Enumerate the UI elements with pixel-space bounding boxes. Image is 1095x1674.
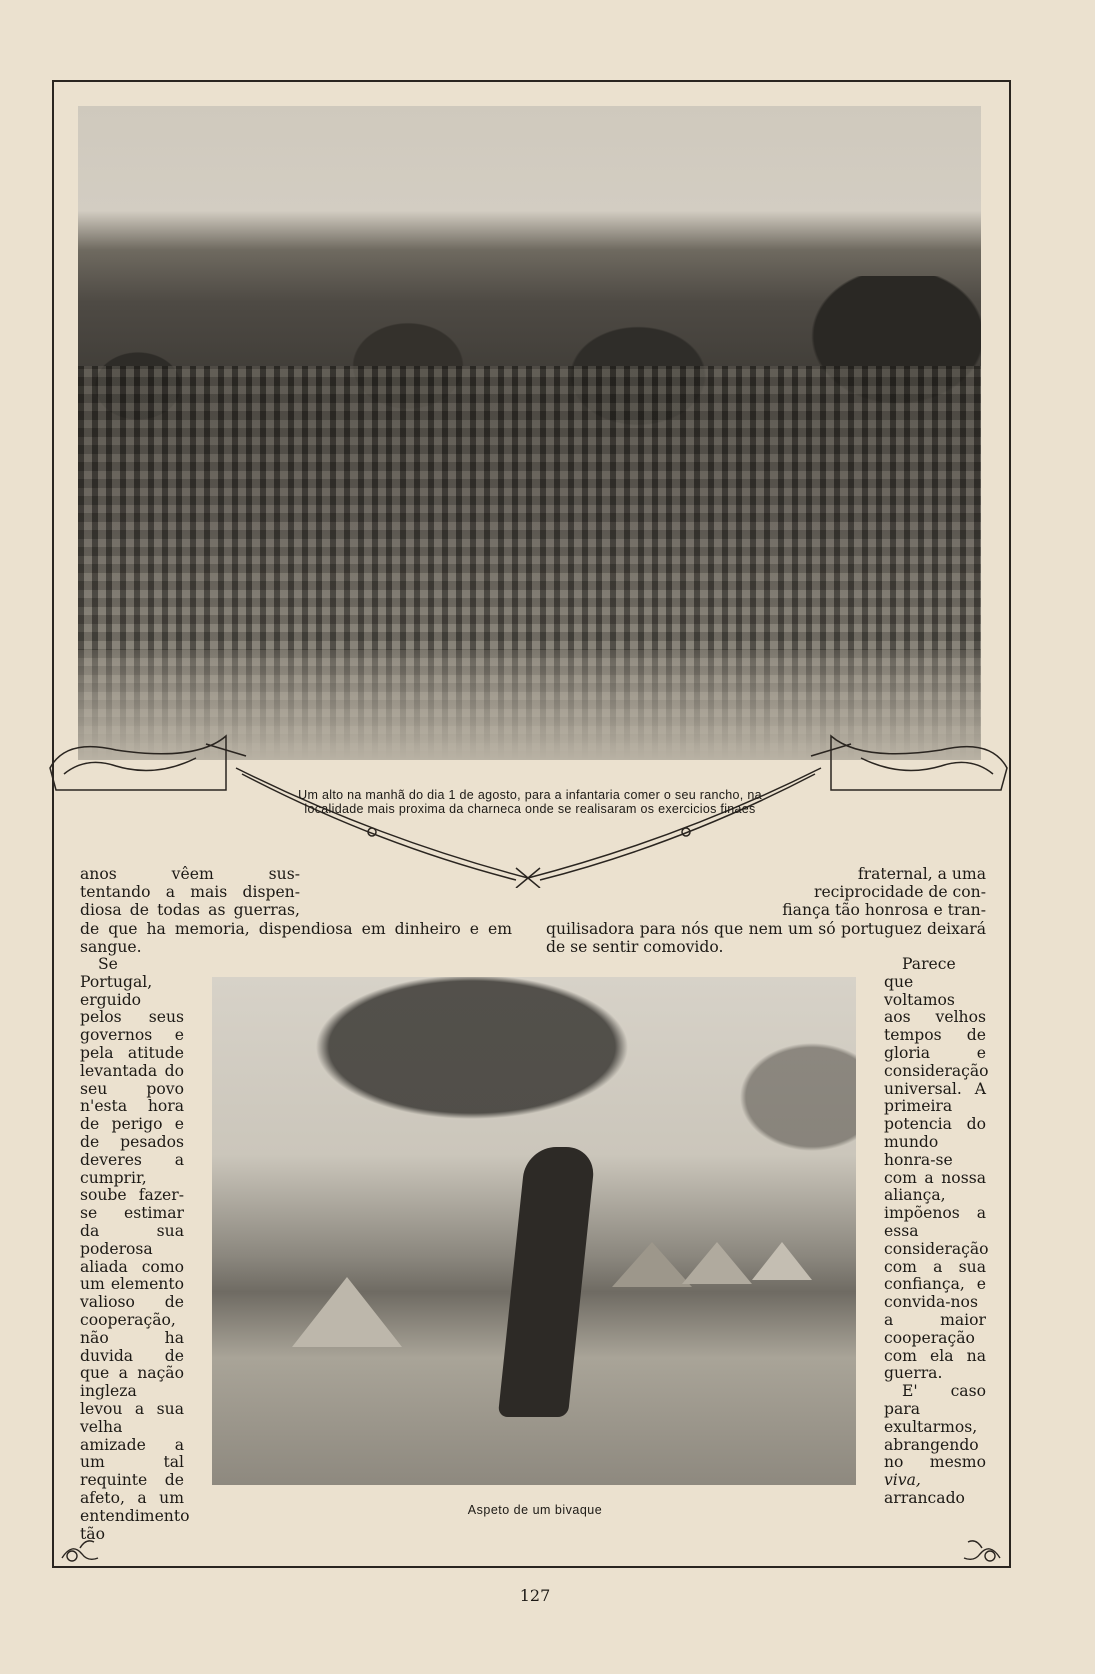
paragraph: Se Portugal, erguido pelos seus governos e pela atitude levantada do seu povo n'esta hora de perigo e de pesados deveres a cumprir, soube fazer-se estimar da sua poderosa aliada como um elemento valioso de cooperação, não ha duvida de que a nação ingleza levou a sua velha amizade a um tal requinte de afeto, a um entendimento tão bbox=[80, 955, 190, 1543]
text-left-narrow bbox=[80, 866, 300, 919]
text-column-right bbox=[884, 955, 989, 1508]
text-left-wide: de que ha memoria, dispendiosa em dinheiro e em sangue. bbox=[80, 920, 512, 956]
text-emphasis: viva, bbox=[884, 1471, 921, 1490]
text-right-narrow bbox=[754, 866, 986, 919]
photo-tent bbox=[752, 1242, 812, 1280]
corner-ornament-icon bbox=[58, 1528, 102, 1572]
text-line: anos vêem sus- bbox=[80, 865, 300, 883]
text-run: E' caso para exultarmos, abrangendo no mesmo bbox=[884, 1382, 986, 1472]
text-column-left bbox=[80, 955, 190, 1543]
text-line: tentando a mais dispen- bbox=[80, 882, 300, 901]
top-photo-soldiers bbox=[78, 106, 981, 760]
text-line: fiança tão honrosa e tran- bbox=[782, 900, 986, 919]
text-line: diosa de todas as guerras, bbox=[80, 900, 300, 919]
text-line: fraternal, a uma bbox=[857, 865, 986, 883]
bottom-photo-caption: Aspeto de um bivaque bbox=[467, 1503, 603, 1517]
text-line: reciprocidade de con- bbox=[814, 882, 986, 901]
bottom-photo-bivouac bbox=[212, 977, 856, 1485]
text-run: arrancado bbox=[884, 1488, 965, 1507]
paragraph bbox=[884, 1383, 986, 1508]
photo-tent bbox=[612, 1242, 692, 1287]
photo-tent bbox=[292, 1277, 402, 1347]
corner-ornament-icon bbox=[960, 1528, 1004, 1572]
paragraph: Parece que voltamos aos velhos tempos de gloria e consideração universal. A primeira potencia do mundo honra-se com a nossa aliança, impõenos a essa consideração com a sua confiança, e convida-nos a maior cooperação com ela na guerra. bbox=[884, 955, 989, 1383]
photo-tent bbox=[682, 1242, 752, 1284]
page-number: 127 bbox=[519, 1586, 551, 1605]
top-photo-caption: Um alto na manhã do dia 1 de agosto, para a infantaria comer o seu rancho, na localidade mais proxima da charneca onde se realisaram os exercicios finaes bbox=[298, 788, 762, 816]
text-right-wide: quilisadora para nós que nem um só portuguez deixará de se sentir comovido. bbox=[546, 920, 986, 956]
